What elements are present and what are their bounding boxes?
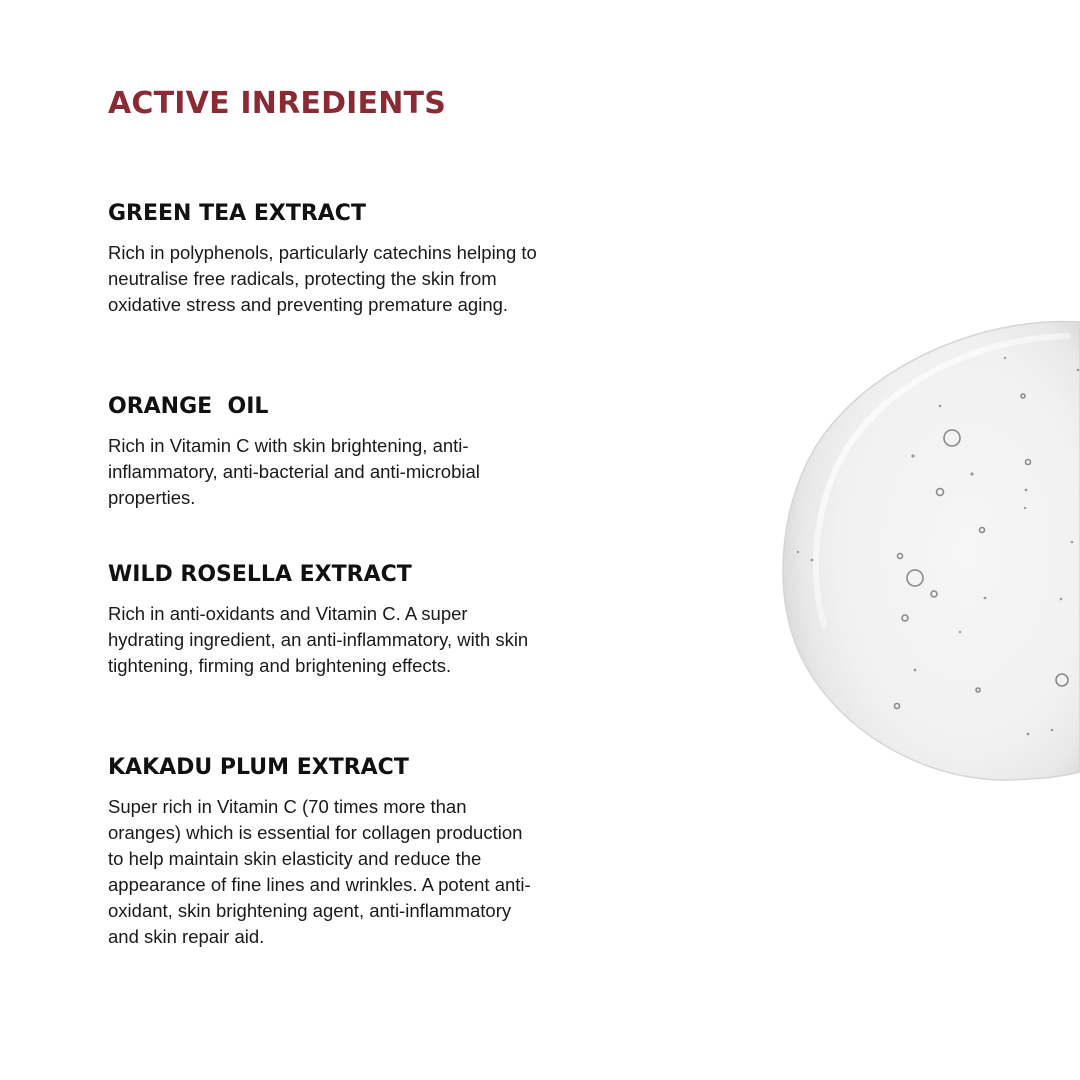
ingredient-orange-oil bbox=[108, 393, 538, 511]
ingredient-description: Rich in Vitamin C with skin brightening, anti-inflammatory, anti-bacterial and anti-microbial properties. bbox=[108, 435, 480, 508]
ingredient-name: WILD ROSELLA EXTRACT bbox=[108, 562, 412, 587]
ingredient-kakadu-plum bbox=[108, 754, 538, 950]
ingredient-name: ORANGE OIL bbox=[108, 394, 269, 419]
ingredient-description: Super rich in Vitamin C (70 times more than oranges) which is essential for collagen production to help maintain skin elasticity and reduce the appearance of fine lines and wrinkles. A potent anti-oxidant, skin brightening agent, anti-inflammatory and skin repair aid. bbox=[108, 796, 531, 947]
ingredient-green-tea bbox=[108, 200, 538, 318]
ingredient-name: KAKADU PLUM EXTRACT bbox=[108, 755, 409, 780]
ingredient-wild-rosella bbox=[108, 561, 538, 679]
ingredient-name: GREEN TEA EXTRACT bbox=[108, 201, 366, 226]
ingredient-description: Rich in polyphenols, particularly catechins helping to neutralise free radicals, protecting the skin from oxidative stress and preventing premature aging. bbox=[108, 242, 537, 315]
serum-drop-image bbox=[780, 320, 1080, 782]
page-title: ACTIVE INREDIENTS bbox=[108, 86, 447, 121]
ingredient-description: Rich in anti-oxidants and Vitamin C. A super hydrating ingredient, an anti-inflammatory, with skin tightening, firming and brightening effects. bbox=[108, 603, 529, 676]
